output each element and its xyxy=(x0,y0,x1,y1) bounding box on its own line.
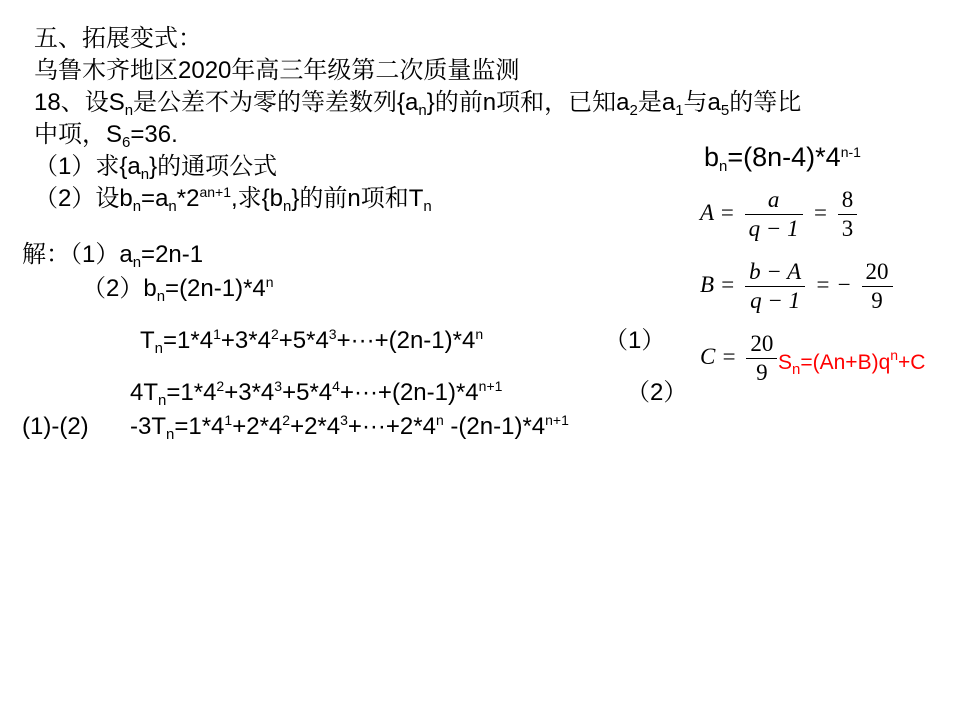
bn-formula xyxy=(704,142,861,177)
s2-b: =(2n-1)*4 xyxy=(165,275,266,302)
equation-2 xyxy=(130,378,502,411)
s1-sub: n xyxy=(132,254,142,271)
eq2-t: 4T xyxy=(130,379,159,406)
eq1-p3: +5*4 xyxy=(278,327,329,354)
eq2-e1: 2 xyxy=(216,378,225,394)
B-num2: 20 xyxy=(862,258,893,287)
bn-sup: n-1 xyxy=(840,144,861,160)
bn-b: =(8n-4)*4 xyxy=(727,142,841,172)
s2-sub: n xyxy=(156,288,166,305)
part2-d: ,求{b xyxy=(231,185,284,212)
eq3-e1: 1 xyxy=(224,412,233,428)
eq3-prefix: (1)-(2) xyxy=(22,413,89,440)
line2-a: 中项，S xyxy=(34,121,123,148)
eq1-label: （1） xyxy=(604,327,666,354)
q-sub-1: 1 xyxy=(675,102,684,119)
formula-B xyxy=(700,258,897,315)
eq3-p5: -(2n-1)*4 xyxy=(443,413,546,440)
B-frac-1 xyxy=(745,258,805,315)
eq2-e2: 3 xyxy=(274,378,283,394)
solution-label: 解： xyxy=(22,241,70,268)
part2-sub2: n xyxy=(168,198,177,215)
part2-a: （2）设b xyxy=(34,185,133,212)
section-title xyxy=(34,24,202,54)
eq1-p4: +···+(2n-1)*4 xyxy=(336,327,476,354)
equation-1-label xyxy=(604,326,665,356)
q-sub-n: n xyxy=(124,102,134,119)
part2-sup: an+1 xyxy=(199,184,231,200)
part2-b: =a xyxy=(141,185,169,212)
eq3-e3: 3 xyxy=(340,412,348,428)
A-frac-1 xyxy=(745,186,803,243)
eq2-tsub: n xyxy=(158,392,167,409)
part2-sub4: n xyxy=(423,198,432,215)
eq1-e2: 2 xyxy=(270,326,279,342)
sn-a: S xyxy=(778,351,793,374)
C-lhs: C = xyxy=(700,343,737,369)
equation-2-label xyxy=(626,378,687,408)
A-frac-2 xyxy=(838,186,858,243)
B-lhs: B = xyxy=(700,271,736,297)
C-den: 9 xyxy=(756,360,768,385)
eq2-e3: 4 xyxy=(332,378,340,394)
A-num: a xyxy=(745,186,803,215)
eq1-tsub: n xyxy=(154,340,164,357)
solution-line-1 xyxy=(22,240,203,273)
B-den: q − 1 xyxy=(750,288,801,313)
eq2-e4: n+1 xyxy=(478,378,503,394)
q-text3: 是a xyxy=(637,89,676,116)
B-eq: = − xyxy=(814,271,852,297)
q-text1: 是公差不为零的等差数列{a xyxy=(133,89,419,116)
problem-line-1 xyxy=(34,88,801,121)
eq1-p2: +3*4 xyxy=(220,327,271,354)
equation-3 xyxy=(22,412,89,442)
eq2-p2: +3*4 xyxy=(224,379,275,406)
B-num: b − A xyxy=(745,258,805,287)
eq1-e3: 3 xyxy=(328,326,337,342)
eq3-t: -3T xyxy=(130,413,166,440)
q-sub-n2: n xyxy=(418,102,427,119)
s2-a: （2）b xyxy=(82,275,157,302)
eq1-t: T xyxy=(140,327,155,354)
q-text5: 的等比 xyxy=(729,89,802,116)
sn-formula xyxy=(778,348,925,380)
problem-line-2 xyxy=(34,120,178,153)
eq3-e4: n xyxy=(435,412,444,428)
A-num2: 8 xyxy=(838,186,858,215)
q-text4: 与a xyxy=(683,89,721,116)
A-lhs: A = xyxy=(700,199,735,225)
part2-c: *2 xyxy=(176,185,200,212)
eq3-e2: 2 xyxy=(282,412,291,428)
A-den: q − 1 xyxy=(748,216,799,241)
part2-sub1: n xyxy=(132,198,142,215)
C-frac xyxy=(746,330,777,387)
q-sub-5: 5 xyxy=(720,102,730,119)
s2-sup: n xyxy=(265,274,274,290)
formula-C xyxy=(700,330,781,387)
sn-sub: n xyxy=(792,361,801,378)
eq1-p1: =1*4 xyxy=(163,327,214,354)
s1-a: （1）a xyxy=(70,241,133,268)
eq3-e5: n+1 xyxy=(545,412,569,428)
eq3-p4: +···+2*4 xyxy=(347,413,436,440)
eq3-p3: +2*4 xyxy=(290,413,341,440)
C-num: 20 xyxy=(746,330,777,359)
problem-source-text: 乌鲁木齐地区2020年高三年级第二次质量监测 xyxy=(34,57,520,84)
eq2-label: （2） xyxy=(626,379,688,406)
part2-e: }的前n项和T xyxy=(291,185,424,212)
formula-A xyxy=(700,186,861,243)
part1-b: }的通项公式 xyxy=(149,153,278,180)
A-den2: 3 xyxy=(841,216,854,241)
section-title-text: 五、拓展变式： xyxy=(34,25,202,52)
eq2-p1: =1*4 xyxy=(166,379,217,406)
solution-line-2 xyxy=(82,274,274,307)
equation-3-body xyxy=(130,412,569,445)
sn-b: =(An+B)q xyxy=(800,351,891,374)
part1-sub: n xyxy=(140,166,150,183)
eq1-e4: n xyxy=(475,326,484,342)
part1-a: （1）求{a xyxy=(34,153,141,180)
q-sub-2: 2 xyxy=(629,102,638,119)
problem-source xyxy=(34,56,519,86)
eq2-p4: +···+(2n-1)*4 xyxy=(339,379,479,406)
problem-part-1 xyxy=(34,152,277,185)
line2-b: =36. xyxy=(130,121,178,148)
eq3-p2: +2*4 xyxy=(232,413,283,440)
B-frac-2 xyxy=(862,258,893,315)
A-eq: = xyxy=(812,199,828,225)
sn-sup: n xyxy=(890,347,899,363)
eq3-tsub: n xyxy=(166,426,175,443)
equation-1 xyxy=(140,326,483,359)
eq2-p3: +5*4 xyxy=(282,379,333,406)
eq3-p1: =1*4 xyxy=(174,413,225,440)
q-num: 18、设S xyxy=(34,89,125,116)
q-text2: }的前n项和，已知a xyxy=(426,89,630,116)
bn-a: b xyxy=(704,142,720,172)
s1-b: =2n-1 xyxy=(141,241,204,268)
part2-sub3: n xyxy=(283,198,292,215)
B-den2: 9 xyxy=(871,288,883,313)
eq1-e1: 1 xyxy=(213,326,221,342)
line2-sub: 6 xyxy=(122,134,131,151)
sn-c: +C xyxy=(898,351,926,374)
problem-part-2 xyxy=(34,184,432,217)
bn-sub: n xyxy=(719,158,728,175)
